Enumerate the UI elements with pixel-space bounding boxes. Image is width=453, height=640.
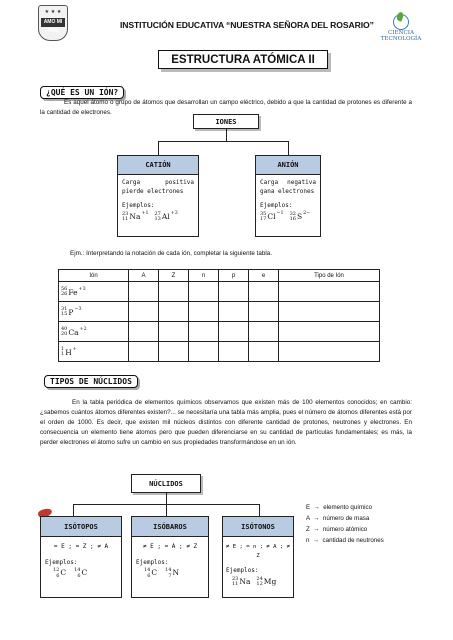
legend-item: E → elemento químico	[306, 504, 373, 511]
connector-line	[166, 504, 167, 516]
table-cell[interactable]	[249, 322, 279, 342]
table-row	[59, 282, 380, 302]
nuclide-p: 31 15 P −3	[61, 305, 82, 317]
legend-item: Z → número atómico	[306, 526, 368, 533]
cation-examples-label: Ejemplos:	[122, 202, 155, 209]
table-cell[interactable]	[159, 302, 189, 322]
table-cell[interactable]	[129, 302, 159, 322]
table-cell[interactable]	[279, 342, 380, 362]
nuclidos-paragraph: En la tabla periódica de elementos químicos observamos que existen más de 100 elementos conocidos; en cambio: ¿sabemos cuántos átomos diferentes existen?... se necesitaría una tabla más amplia, pues el número de átomos diferentes está por el orden de 1000. Es decir, que existen mil núcleos distintos con diferente cantidad de protones, neutrones y electrones. En consecuencia un elemento tiene átomos pero que pueden diferenciarse en su cantidad de partículas fundamentales; es más, la perder electrones el átomo sufre un cambio en sus propiedades transformándose en un ión.	[40, 399, 412, 446]
isotopos-box	[40, 516, 122, 598]
nuclide-h: 1 1 H +	[61, 345, 77, 357]
cation-label: CATIÓN	[118, 156, 198, 175]
isobaros-label: ISÓBAROS	[132, 517, 208, 537]
connector-line	[288, 141, 289, 155]
table-cell[interactable]	[159, 322, 189, 342]
nuclide-fe: 56 26 Fe +3	[61, 285, 86, 297]
page-title: ESTRUCTURA ATÓMICA II	[158, 50, 328, 69]
table-row	[59, 302, 380, 322]
table-cell[interactable]	[219, 302, 249, 322]
connector-line	[226, 129, 227, 141]
connector-line	[158, 141, 159, 155]
table-cell[interactable]	[249, 302, 279, 322]
nuclide-cl: 35 17 Cl −1	[260, 210, 284, 222]
nuclide-c14: 14 6 C	[74, 567, 88, 579]
table-row	[59, 322, 380, 342]
table-cell[interactable]	[219, 282, 249, 302]
ion-table	[58, 269, 380, 362]
isotopos-rule: = E ; = Z ; ≠ A	[53, 543, 109, 550]
connector-line	[166, 493, 167, 504]
isobaros-examples-label: Ejemplos:	[136, 558, 169, 566]
cation-box	[117, 155, 199, 237]
legend-item: A → número de masa	[306, 515, 370, 522]
cation-description: Carga positiva pierde electrones	[122, 179, 194, 195]
column-header: e	[249, 270, 279, 282]
isotonos-rule: ≠ E ; = n ; ≠ A ; ≠ Z	[226, 544, 290, 559]
nuclide-s: 32 16 S 2−	[289, 210, 311, 222]
table-cell[interactable]	[279, 282, 380, 302]
anion-box	[255, 155, 321, 237]
table-cell[interactable]	[279, 302, 380, 322]
isotonos-label: ISÓTONOS	[223, 517, 293, 537]
symbol-legend	[306, 502, 384, 546]
school-crest-logo: ★ ★ ★ AMO MI PAIS	[38, 5, 68, 41]
connector-line	[259, 504, 260, 516]
table-cell[interactable]	[189, 282, 219, 302]
nuclide-mg24: 24 12 Mg	[256, 575, 277, 587]
column-header: A	[129, 270, 159, 282]
table-row	[59, 342, 380, 362]
connector-line	[73, 504, 74, 516]
table-cell[interactable]	[189, 342, 219, 362]
iones-root-box: IONES	[193, 114, 259, 129]
table-cell[interactable]	[219, 322, 249, 342]
nuclide-c14-isobar: 14 6 C	[144, 567, 158, 579]
anion-description: Carga negativa gana electrones	[260, 179, 316, 195]
crest-motto: AMO MI PAIS	[41, 18, 65, 27]
nuclide-al: 27 13 Al +3	[154, 210, 178, 222]
nuclidos-root-box: NÚCLIDOS	[131, 474, 201, 493]
isobaros-rule: ≠ E ; = A ; ≠ Z	[142, 543, 198, 550]
isotonos-box	[222, 516, 294, 598]
table-cell[interactable]	[129, 322, 159, 342]
table-cell[interactable]	[189, 322, 219, 342]
section-heading-nuclidos: TIPOS DE NÚCLIDOS	[44, 375, 138, 388]
table-cell[interactable]	[279, 322, 380, 342]
column-header: Tipo de Ión	[279, 270, 380, 282]
isotopos-examples-label: Ejemplos:	[45, 558, 78, 566]
table-cell[interactable]	[159, 342, 189, 362]
nuclide-na: 23 11 Na +1	[122, 210, 149, 222]
nuclide-na23: 23 11 Na	[232, 575, 251, 587]
isobaros-box	[131, 516, 209, 598]
section-heading-ion: ¿QUÉ ES UN IÓN?	[40, 86, 124, 99]
table-cell[interactable]	[219, 342, 249, 362]
table-cell[interactable]	[189, 302, 219, 322]
science-technology-logo: CIENCIA TECNOLOGÍA	[378, 14, 424, 42]
nuclide-n14: 14 7 N	[165, 567, 180, 579]
table-cell[interactable]	[159, 282, 189, 302]
nuclide-ca: 40 20 Ca +2	[61, 325, 87, 337]
nuclide-c12: 12 6 C	[53, 567, 67, 579]
ion-definition: Es aquel átomo o grupo de átomos que desarrollan un campo eléctrico, debido a que la cantidad de protones es diferente a la cantidad de electrones.	[40, 99, 412, 116]
school-name: INSTITUCIÓN EDUCATIVA “NUESTRA SEÑORA DEL ROSARIO”	[120, 20, 374, 30]
anion-examples-label: Ejemplos:	[260, 202, 293, 209]
globe-leaf-icon	[393, 14, 409, 30]
exercise-instruction: Ejm.: Interpretando la notación de cada ión, completar la siguiente tabla.	[70, 250, 272, 257]
table-cell[interactable]	[249, 282, 279, 302]
isotopos-label: ISÓTOPOS	[41, 517, 121, 537]
column-header: Ión	[59, 270, 129, 282]
column-header: Z	[159, 270, 189, 282]
isotonos-examples-label: Ejemplos:	[226, 567, 259, 574]
anion-label: ANIÓN	[256, 156, 320, 175]
column-header: n	[189, 270, 219, 282]
legend-item: n → cantidad de neutrones	[306, 537, 384, 544]
column-header: p	[219, 270, 249, 282]
table-header-row	[59, 270, 380, 282]
table-cell[interactable]	[129, 342, 159, 362]
table-cell[interactable]	[249, 342, 279, 362]
table-cell[interactable]	[129, 282, 159, 302]
connector-line	[158, 141, 288, 142]
